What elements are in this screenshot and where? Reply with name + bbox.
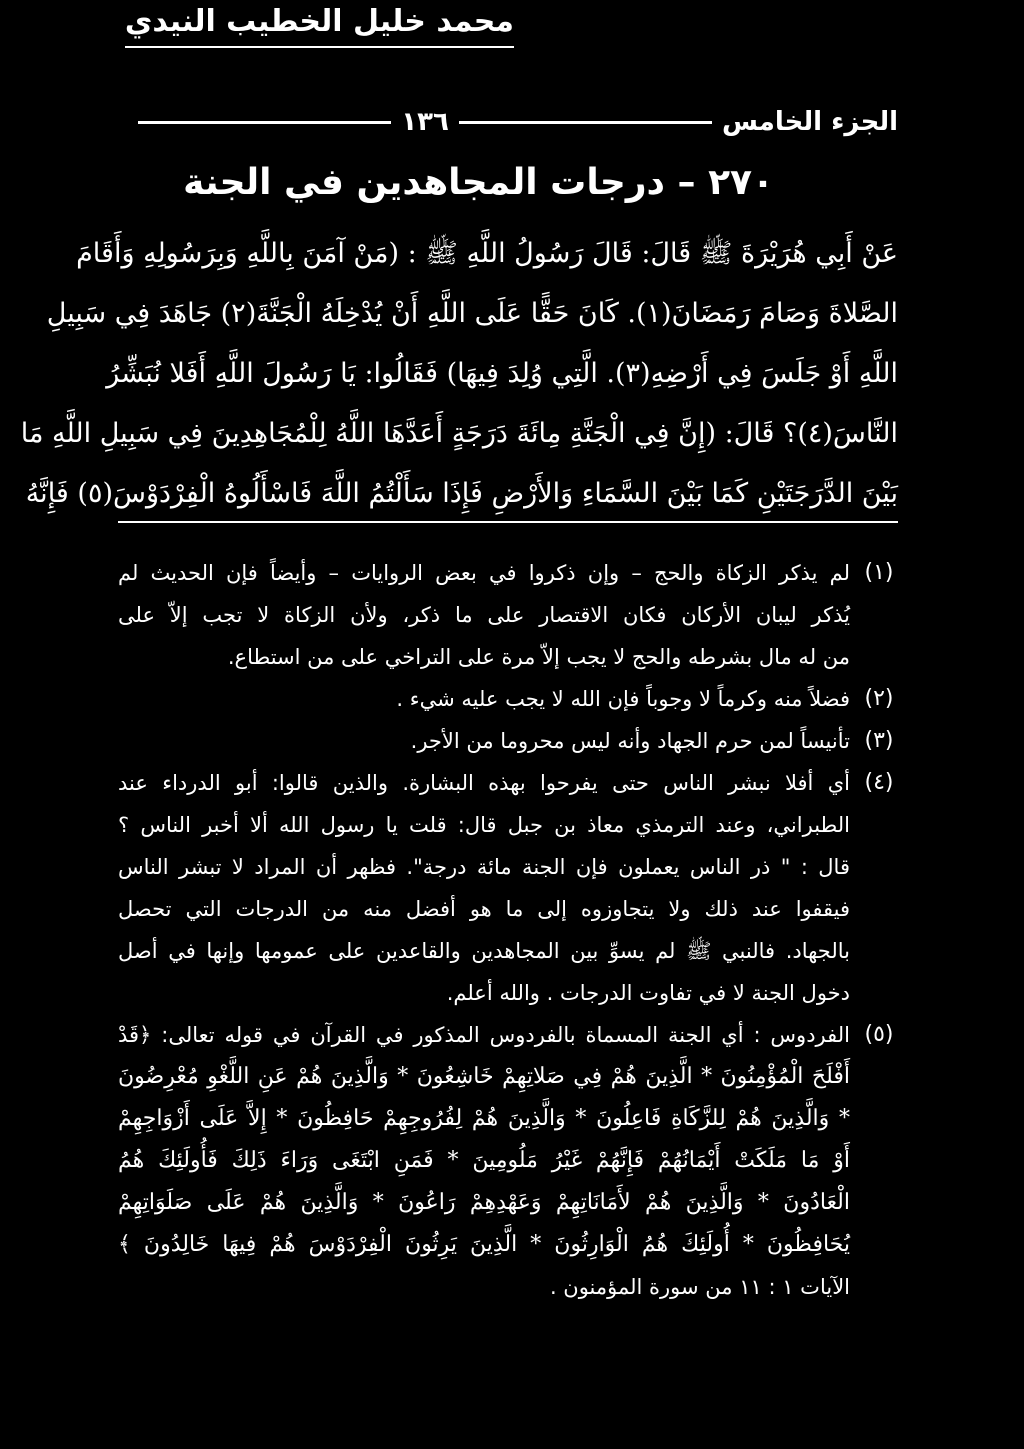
footnote-separator bbox=[118, 521, 898, 523]
footnote-line: يُذكر ليبان الأركان فكان الاقتصار على ما ذكر، ولأن الزكاة لا تجب إلاّ على bbox=[118, 603, 850, 627]
body-line: اللَّهِ أَوْ جَلَسَ فِي أَرْضِهِ(٣). الَّتِي وُلِدَ فِيهَا) فَقَالُوا: يَا رَسُولَ اللَّهِ أَفَلا نُبَشِّرُ bbox=[106, 358, 898, 389]
footnote-line: الآيات ١ : ١١ من سورة المؤمنون . bbox=[549, 1275, 850, 1299]
quran-verse-line: أَوْ مَا مَلَكَتْ أَيْمَانُهُمْ فَإِنَّهُمْ غَيْرُ مَلُومِينَ * فَمَنِ ابْتَغَى وَرَاءَ ذَلِكَ فَأُولَئِكَ هُمُ bbox=[118, 1148, 850, 1173]
footnotes bbox=[118, 552, 908, 1308]
footnote-line: بالجهاد. فالنبي ﷺ لم يسوِّ بين المجاهدين والقاعدين على عمومها وإنها في أصل bbox=[118, 939, 850, 963]
footnote-line: لم يذكر الزكاة والحج – وإن ذكروا في بعض الروايات – وأيضاً فإن الحديث لم bbox=[118, 561, 850, 585]
footnote bbox=[118, 552, 908, 678]
footnote-line: قال : " ذر الناس يعملون فإن الجنة مائة درجة". فظهر أن المراد لا تبشر الناس bbox=[118, 855, 850, 879]
running-header bbox=[128, 104, 898, 140]
section-title: ٢٧٠ – درجات المجاهدين في الجنة bbox=[183, 162, 774, 203]
header-rule bbox=[459, 121, 712, 124]
body-line: الصَّلاةَ وَصَامَ رَمَضَانَ(١). كَانَ حَقًّا عَلَى اللَّهِ أَنْ يُدْخِلَهُ الْجَنَّةَ(٢) جَاهَدَ فِي سَبِيلِ bbox=[46, 298, 898, 329]
page-number: ١٣٦ bbox=[401, 107, 449, 137]
footnote-line: تأنيساً لمن حرم الجهاد وأنه ليس محروما من الأجر. bbox=[410, 729, 850, 753]
footnote-line: من له مال بشرطه والحج لا يجب إلاّ مرة على التراخي على من استطاع. bbox=[227, 645, 850, 669]
footnote-number: (٥) bbox=[864, 1022, 894, 1047]
footnote-number: (٤) bbox=[864, 770, 894, 795]
hadith-text bbox=[20, 224, 898, 524]
footnote-line: فضلاً منه وكرماً لا وجوباً فإن الله لا يجب عليه شيء . bbox=[396, 687, 850, 711]
quran-verse-line: أَفْلَحَ الْمُؤْمِنُونَ * الَّذِينَ هُمْ فِي صَلاتِهِمْ خَاشِعُونَ * وَالَّذِينَ هُمْ عَنِ اللَّغْوِ مُعْرِضُونَ bbox=[118, 1064, 850, 1089]
footnote-line: الطبراني، وعند الترمذي معاذ بن جبل قال: قلت يا رسول الله ألا أخبر الناس ؟ bbox=[118, 813, 850, 837]
quran-verse-line: الْعَادُونَ * وَالَّذِينَ هُمْ لأَمَانَاتِهِمْ وَعَهْدِهِمْ رَاعُونَ * وَالَّذِينَ هُمْ عَلَى صَلَوَاتِهِمْ bbox=[118, 1190, 850, 1215]
header-rule bbox=[138, 121, 391, 124]
footnote-line: دخول الجنة لا في تفاوت الدرجات . والله أعلم. bbox=[446, 981, 850, 1005]
footnote-line: أي أفلا نبشر الناس حتى يفرحوا بهذه البشارة. والذين قالوا: أبو الدرداء عند bbox=[118, 771, 850, 795]
footnote bbox=[118, 678, 908, 720]
footnote-number: (٣) bbox=[864, 728, 894, 753]
author-name: محمد خليل الخطيب النيدي bbox=[125, 4, 514, 48]
footnote bbox=[118, 762, 908, 1014]
footnote-number: (١) bbox=[864, 560, 894, 585]
quran-verse-line: * وَالَّذِينَ هُمْ لِلزَّكَاةِ فَاعِلُونَ * وَالَّذِينَ هُمْ لِفُرُوجِهِمْ حَافِظُونَ * إِلاَّ عَلَى أَزْوَاجِهِمْ bbox=[118, 1106, 850, 1131]
footnote-line: الفردوس : أي الجنة المسماة بالفردوس المذكور في القرآن في قوله تعالى: ﴿قَدْ bbox=[118, 1023, 850, 1047]
footnote-number: (٢) bbox=[864, 686, 894, 711]
footnote bbox=[118, 1014, 908, 1308]
footnote bbox=[118, 720, 908, 762]
part-label: الجزء الخامس bbox=[722, 107, 898, 137]
quran-verse-line: يُحَافِظُونَ * أُولَئِكَ هُمُ الْوَارِثُونَ * الَّذِينَ يَرِثُونَ الْفِرْدَوْسَ هُمْ فِيهَا خَالِدُونَ ﴾ bbox=[118, 1232, 850, 1257]
footnote-line: فيقفوا عند ذلك ولا يتجاوزوه إلى ما هو أفضل منه من الدرجات التي تحصل bbox=[118, 897, 850, 921]
body-line: النَّاسَ(٤)؟ قَالَ: (إِنَّ فِي الْجَنَّةِ مِائَةَ دَرَجَةٍ أَعَدَّهَا اللَّهُ لِلْمُجَاهِدِينَ فِي سَبِيلِ اللَّهِ مَا bbox=[20, 418, 898, 449]
body-line: عَنْ أَبِي هُرَيْرَةَ ﷺ قَالَ: قَالَ رَسُولُ اللَّهِ ﷺ : (مَنْ آمَنَ بِاللَّهِ وَبِرَسُولِهِ وَأَقَامَ bbox=[76, 238, 898, 269]
body-line: بَيْنَ الدَّرَجَتَيْنِ كَمَا بَيْنَ السَّمَاءِ وَالأَرْضِ فَإِذَا سَأَلْتُمُ اللَّهَ فَاسْأَلُوهُ الْفِرْدَوْسَ(٥) فَإِنَّهُ bbox=[25, 478, 898, 509]
